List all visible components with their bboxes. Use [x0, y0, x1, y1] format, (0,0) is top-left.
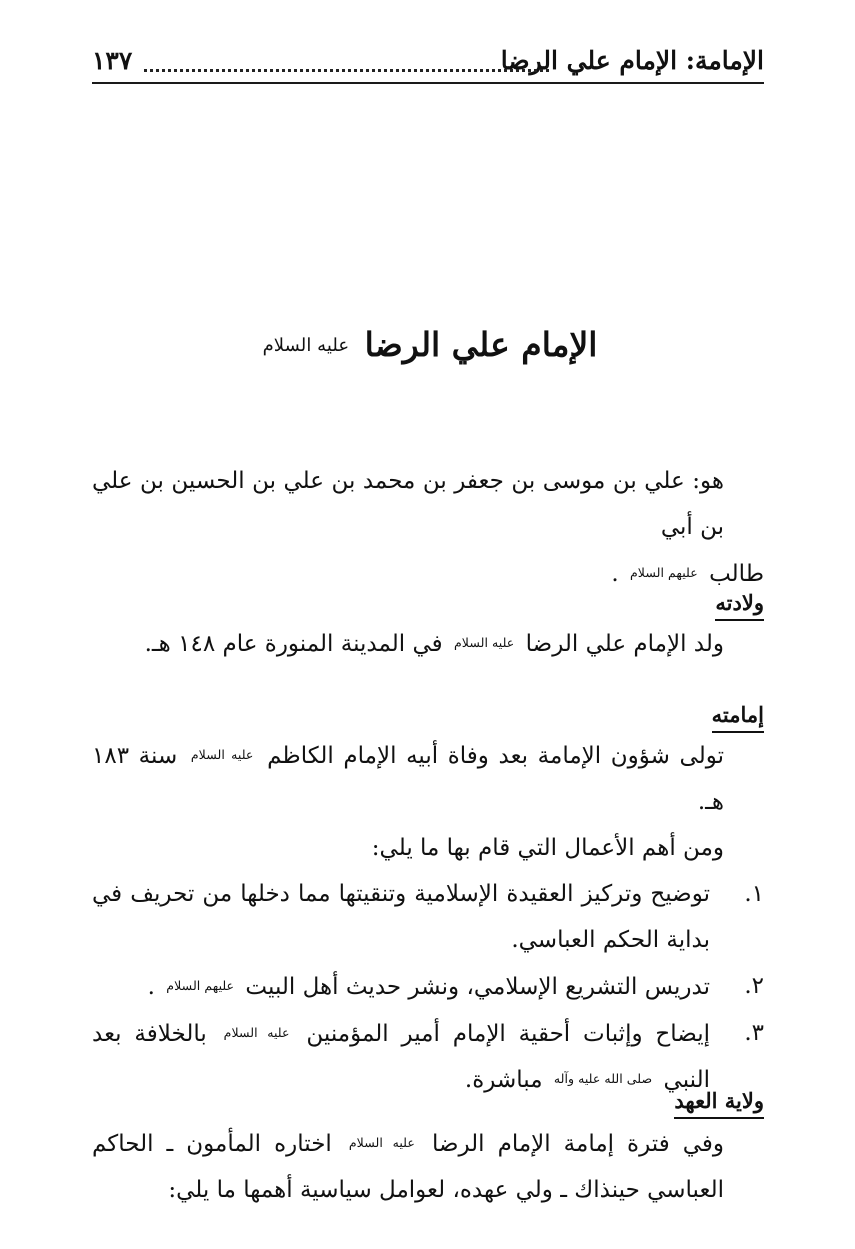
imamate-line-2: ومن أهم الأعمال التي قام بها ما يلي:	[371, 834, 724, 861]
running-header-title: الإمامة: الإمام علي الرضا	[500, 46, 764, 75]
imamate-line-1-a: تولى شؤون الإمامة بعد وفاة أبيه الإمام الكاظم	[267, 742, 724, 769]
intro-line-2-end: .	[611, 560, 619, 587]
section-heading-imamate: إمامته	[712, 700, 764, 733]
honorific-ligature: عليهم السلام	[166, 977, 235, 993]
list-item	[92, 963, 764, 1010]
list-number: ٣.	[744, 1019, 764, 1046]
list-item-text: تدريس التشريع الإسلامي، ونشر حديث أهل البيت	[245, 973, 710, 1000]
birth-text-b: في المدينة المنورة عام ١٤٨ هـ.	[144, 630, 443, 657]
intro-line-2	[92, 550, 764, 597]
honorific-ligature: عليهم السلام	[629, 565, 698, 580]
intro-line-2-text: طالب	[709, 560, 764, 587]
list-item	[92, 1010, 764, 1104]
page-number: ١٣٧	[92, 46, 133, 75]
book-page	[92, 40, 764, 1210]
birth-text-a: ولد الإمام علي الرضا	[525, 630, 724, 657]
intro-paragraph	[92, 458, 764, 597]
running-header	[92, 40, 764, 84]
section-heading-birth: ولادته	[715, 588, 764, 621]
chapter-title	[92, 325, 764, 364]
succession-text-b: اختاره المأمون ـ الحاكم العباسي حينذاك ـ ولي عهده، لعوامل سياسية أهمها ما يلي:	[92, 1130, 724, 1203]
list-item	[92, 871, 764, 963]
imamate-line-1	[92, 732, 764, 825]
birth-text	[92, 620, 764, 667]
section-heading-succession: ولاية العهد	[674, 1086, 764, 1119]
imamate-line-1-b: سنة ١٨٣ هـ.	[92, 742, 724, 815]
honorific-ligature: عليه السلام	[262, 334, 350, 356]
list-item-text-c: مباشرة.	[464, 1067, 543, 1094]
honorific-ligature: عليه السلام	[223, 1024, 290, 1040]
honorific-ligature: عليه السلام	[190, 747, 254, 762]
succession-text	[92, 1120, 764, 1213]
leader-dots	[144, 69, 549, 72]
list-number: ٢.	[744, 972, 764, 999]
imamate-paragraph	[92, 732, 764, 1103]
list-number: ١.	[744, 880, 764, 907]
succession-text-a: وفي فترة إمامة الإمام الرضا	[431, 1130, 725, 1157]
succession-paragraph	[92, 1120, 764, 1213]
list-item-text-end: .	[147, 973, 155, 1000]
list-item-text: إيضاح وإثبات أحقية الإمام أمير المؤمنين	[306, 1020, 711, 1047]
honorific-ligature: عليه السلام	[453, 635, 515, 650]
list-item-text: توضيح وتركيز العقيدة الإسلامية وتنقيتها مما دخلها من تحريف في بداية الحكم العباسي.	[92, 880, 710, 953]
intro-line-1: هو: علي بن موسى بن جعفر بن محمد بن علي بن الحسين بن علي بن أبي	[92, 468, 724, 540]
honorific-ligature: عليه السلام	[348, 1135, 415, 1150]
list-item-text-b: بالخلافة بعد النبي	[92, 1020, 710, 1094]
honorific-ligature: صلى الله عليه وآله	[553, 1071, 653, 1087]
birth-paragraph	[92, 620, 764, 667]
chapter-title-text: الإمام علي الرضا	[364, 325, 598, 364]
